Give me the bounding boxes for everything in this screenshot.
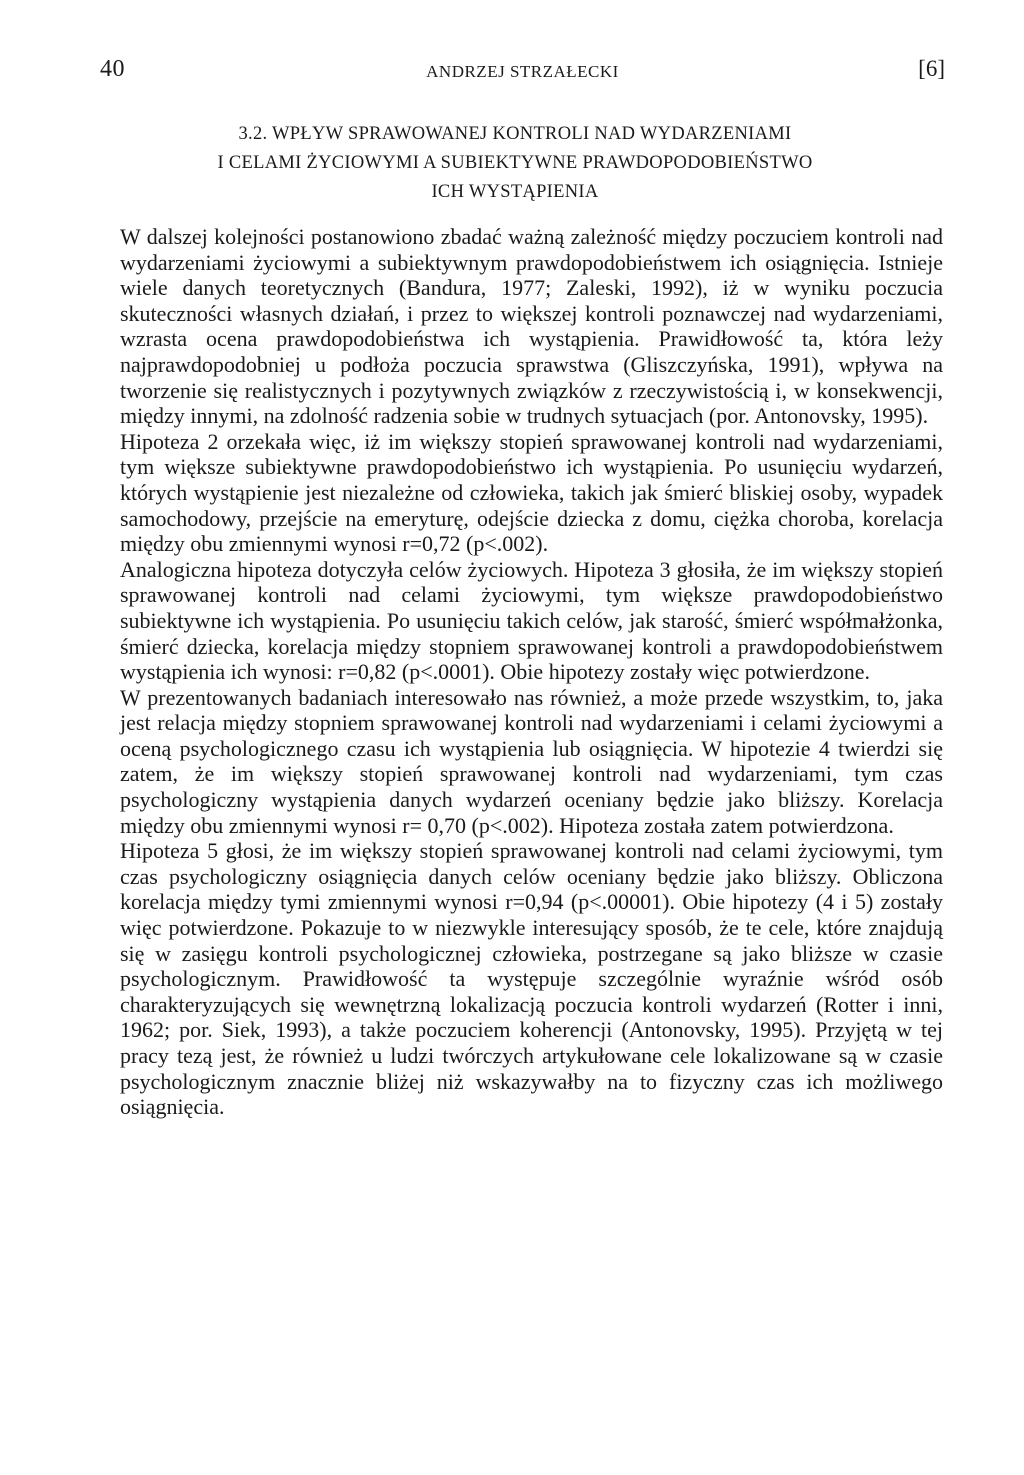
paragraph-2: Hipoteza 2 orzekała więc, iż im większy stopień sprawowanej kontroli nad wydarzeniami, tym większe subiektywne prawdopodobieństwo ich wystąpienia. Po usunięciu wydarzeń, których wystąpienie jest niezależne od człowieka, takich jak śmierć bliskiej osoby, wypadek samochodowy, przejście na emeryturę, odejście dziecka z domu, ciężka choroba, korelacja między obu zmiennymi wynosi r=0,72 (p<.002).: [120, 428, 943, 557]
running-head: [100, 56, 945, 96]
section-heading: [120, 120, 910, 207]
body-text: [120, 224, 943, 1120]
paragraph-3: Analogiczna hipoteza dotyczyła celów życiowych. Hipoteza 3 głosiła, że im większy stopień sprawowanej kontroli nad celami życiowymi, tym większe prawdopodobieństwo subiektywne ich wystąpienia. Po usunięciu takich celów, jak starość, śmierć współmałżonka, śmierć dziecka, korelacja między stopniem sprawowanej kontroli a prawdopodobieństwem wystąpienia ich wynosi: r=0,82 (p<.0001). Obie hipotezy zostały więc potwierdzone.: [120, 556, 943, 685]
section-heading-line-2: I CELAMI ŻYCIOWYMI A SUBIEKTYWNE PRAWDOPODOBIEŃSTWO: [217, 153, 813, 173]
running-head-author: ANDRZEJ STRZAŁECKI: [426, 62, 619, 81]
section-heading-line-1: 3.2. WPŁYW SPRAWOWANEJ KONTROLI NAD WYDARZENIAMI: [238, 124, 792, 144]
page-number: 40: [100, 56, 125, 82]
section-heading-line-3: ICH WYSTĄPIENIA: [431, 182, 599, 202]
paragraph-1: W dalszej kolejności postanowiono zbadać ważną zależność między poczuciem kontroli nad wydarzeniami życiowymi a subiektywnym prawdopodobieństwem ich osiągnięcia. Istnieje wiele danych teoretycznych (Bandura, 1977; Zaleski, 1992), iż w wyniku poczucia skuteczności własnych działań, i przez to większej kontroli poznawczej nad wydarzeniami, wzrasta ocena prawdopodobieństwa ich wystąpienia. Prawidłowość ta, która leży najprawdopodobniej u podłoża poczucia sprawstwa (Gliszczyńska, 1991), wpływa na tworzenie się realistycznych i pozytywnych związków z rzeczywistością i, w konsekwencji, między innymi, na zdolność radzenia sobie w trudnych sytuacjach (por. Antonovsky, 1995).: [120, 224, 943, 429]
running-head-section: [6]: [918, 56, 945, 81]
paragraph-4: W prezentowanych badaniach interesowało nas również, a może przede wszystkim, to, jaka jest relacja między stopniem sprawowanej kontroli nad wydarzeniami i celami życiowymi a oceną psychologicznego czasu ich wystąpienia lub osiągnięcia. W hipotezie 4 twierdzi się zatem, że im większy stopień sprawowanej kontroli nad wydarzeniami, tym czas psychologiczny wystąpienia danych wydarzeń oceniany będzie jako bliższy. Korelacja między obu zmiennymi wynosi r= 0,70 (p<.002). Hipoteza została zatem potwierdzona.: [120, 684, 943, 838]
paragraph-5: Hipoteza 5 głosi, że im większy stopień sprawowanej kontroli nad celami życiowymi, tym czas psychologiczny osiągnięcia danych celów oceniany będzie jako bliższy. Obliczona korelacja między tymi zmiennymi wynosi r=0,94 (p<.00001). Obie hipotezy (4 i 5) zostały więc potwierdzone. Pokazuje to w niezwykle interesujący sposób, że te cele, które znajdują się w zasięgu kontroli psychologicznej człowieka, postrzegane są jako bliższe w czasie psychologicznym. Prawidłowość ta występuje szczególnie wyraźnie wśród osób charakteryzujących się wewnętrzną lokalizacją poczucia kontroli wydarzeń (Rotter i inni, 1962; por. Siek, 1993), a także poczuciem koherencji (Antonovsky, 1995). Przyjętą w tej pracy tezą jest, że również u ludzi twórczych artykułowane cele lokalizowane są w czasie psychologicznym znacznie bliżej niż wskazywałby na to fizyczny czas ich możliwego osiągnięcia.: [120, 838, 943, 1120]
